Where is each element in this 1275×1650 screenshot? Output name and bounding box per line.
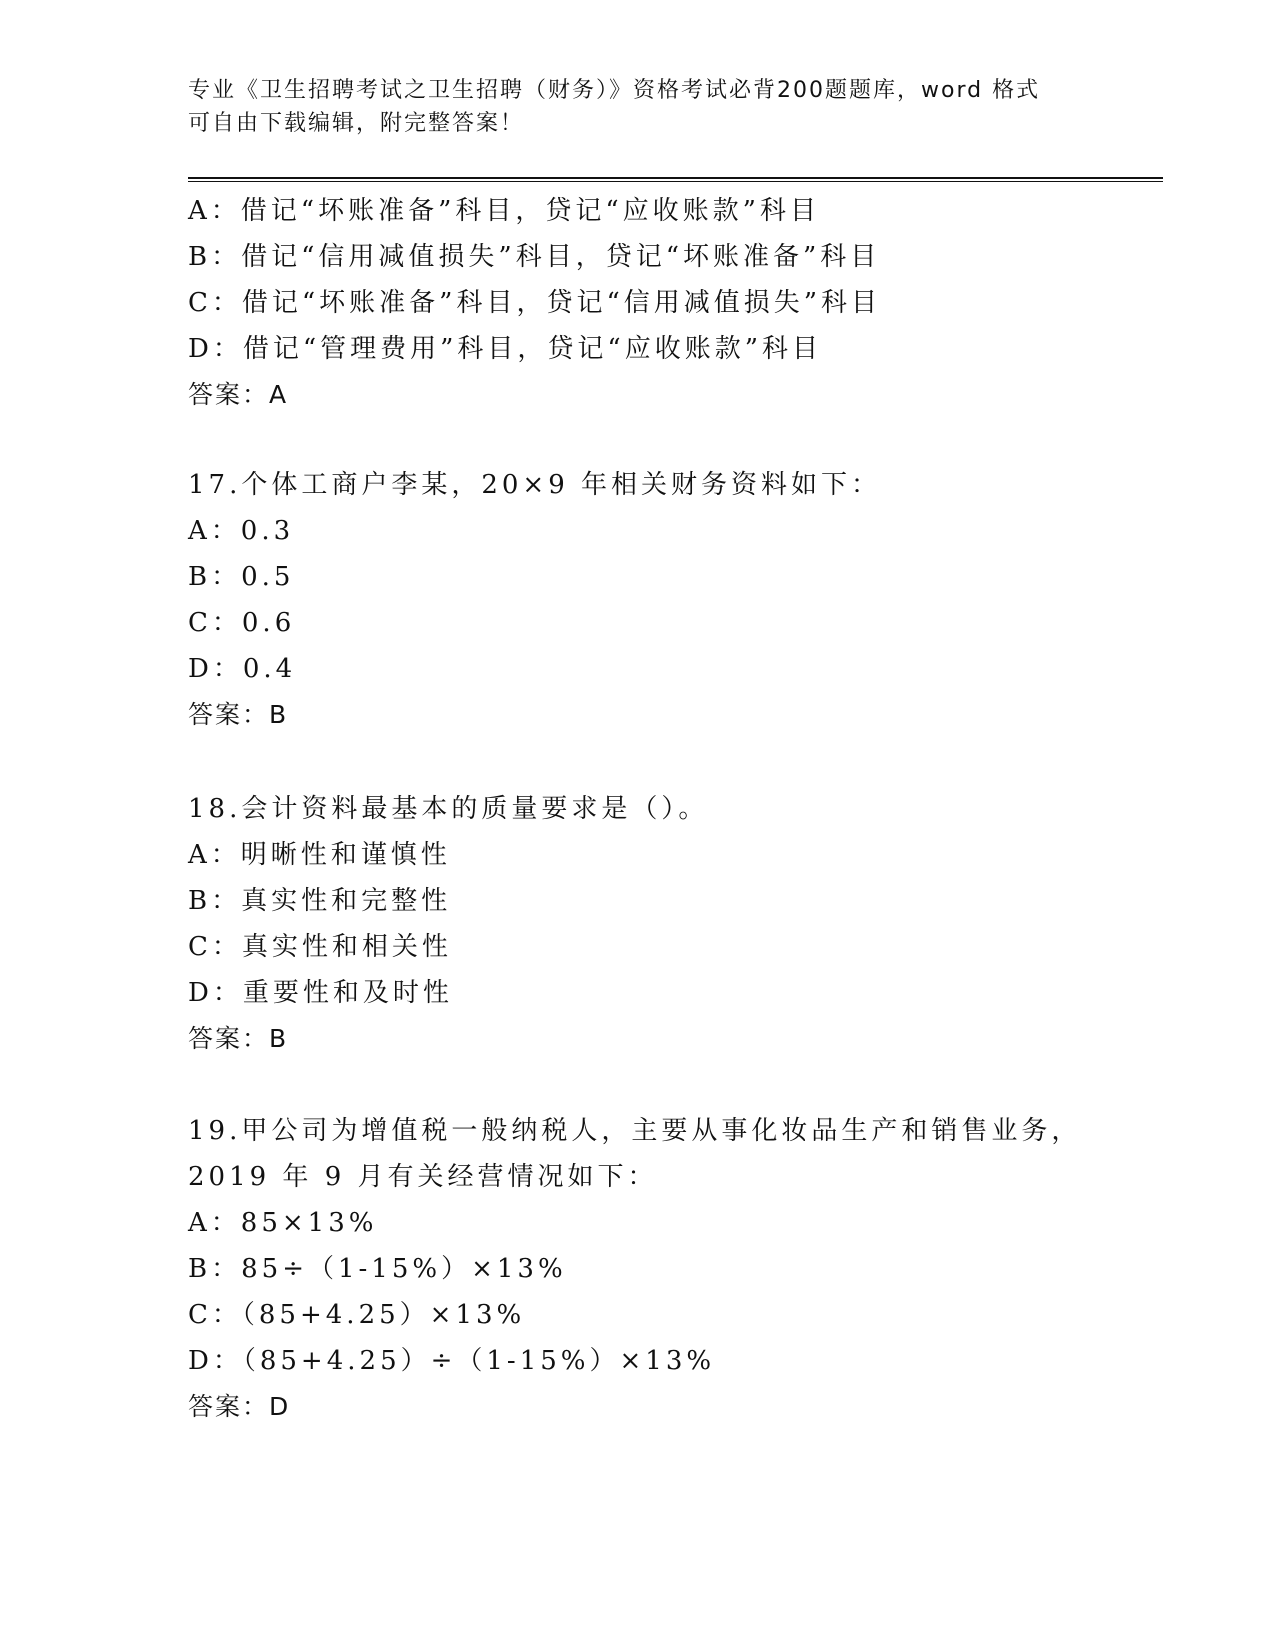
option-a: A：借记“坏账准备”科目，贷记“应收账款”科目 bbox=[188, 196, 820, 226]
option-b: B：真实性和完整性 bbox=[188, 886, 452, 916]
question-17 bbox=[188, 462, 881, 738]
option-a: A：明晰性和谨慎性 bbox=[188, 840, 451, 870]
header-line-1: 专业《卫生招聘考试之卫生招聘（财务）》资格考试必背200题题库，word 格式 bbox=[188, 78, 1041, 103]
option-d: D：（85+4.25）÷（1-15%）×13% bbox=[188, 1346, 716, 1376]
document-header bbox=[188, 74, 1088, 140]
question-19 bbox=[188, 1108, 1081, 1430]
option-c: C：借记“坏账准备”科目，贷记“信用减值损失”科目 bbox=[188, 288, 882, 318]
question-16-continued bbox=[188, 188, 881, 418]
option-a: A：85×13% bbox=[188, 1208, 378, 1238]
question-stem: 18.会计资料最基本的质量要求是（）。 bbox=[188, 794, 709, 824]
question-18 bbox=[188, 786, 708, 1062]
option-b: B：85÷（1-15%）×13% bbox=[188, 1254, 567, 1284]
option-b: B：借记“信用减值损失”科目，贷记“坏账准备”科目 bbox=[188, 242, 881, 272]
question-stem: 17.个体工商户李某，20×9 年相关财务资料如下： bbox=[188, 470, 882, 500]
option-a: A：0.3 bbox=[188, 516, 295, 546]
header-line-2: 可自由下载编辑，附完整答案！ bbox=[188, 111, 525, 136]
question-stem-line-1: 19.甲公司为增值税一般纳税人，主要从事化妆品生产和销售业务， bbox=[188, 1116, 1082, 1146]
option-d: D：0.4 bbox=[188, 654, 297, 684]
option-c: C：真实性和相关性 bbox=[188, 932, 452, 962]
option-c: C：0.6 bbox=[188, 608, 296, 638]
option-d: D：借记“管理费用”科目，贷记“应收账款”科目 bbox=[188, 334, 823, 364]
answer: 答案：B bbox=[188, 700, 289, 729]
header-divider bbox=[188, 177, 1163, 182]
option-b: B：0.5 bbox=[188, 562, 295, 592]
option-c: C：（85+4.25）×13% bbox=[188, 1300, 526, 1330]
answer: 答案：A bbox=[188, 380, 289, 409]
question-stem-line-2: 2019 年 9 月有关经营情况如下： bbox=[188, 1162, 658, 1192]
answer: 答案：D bbox=[188, 1392, 291, 1421]
answer: 答案：B bbox=[188, 1024, 289, 1053]
option-d: D：重要性和及时性 bbox=[188, 978, 453, 1008]
